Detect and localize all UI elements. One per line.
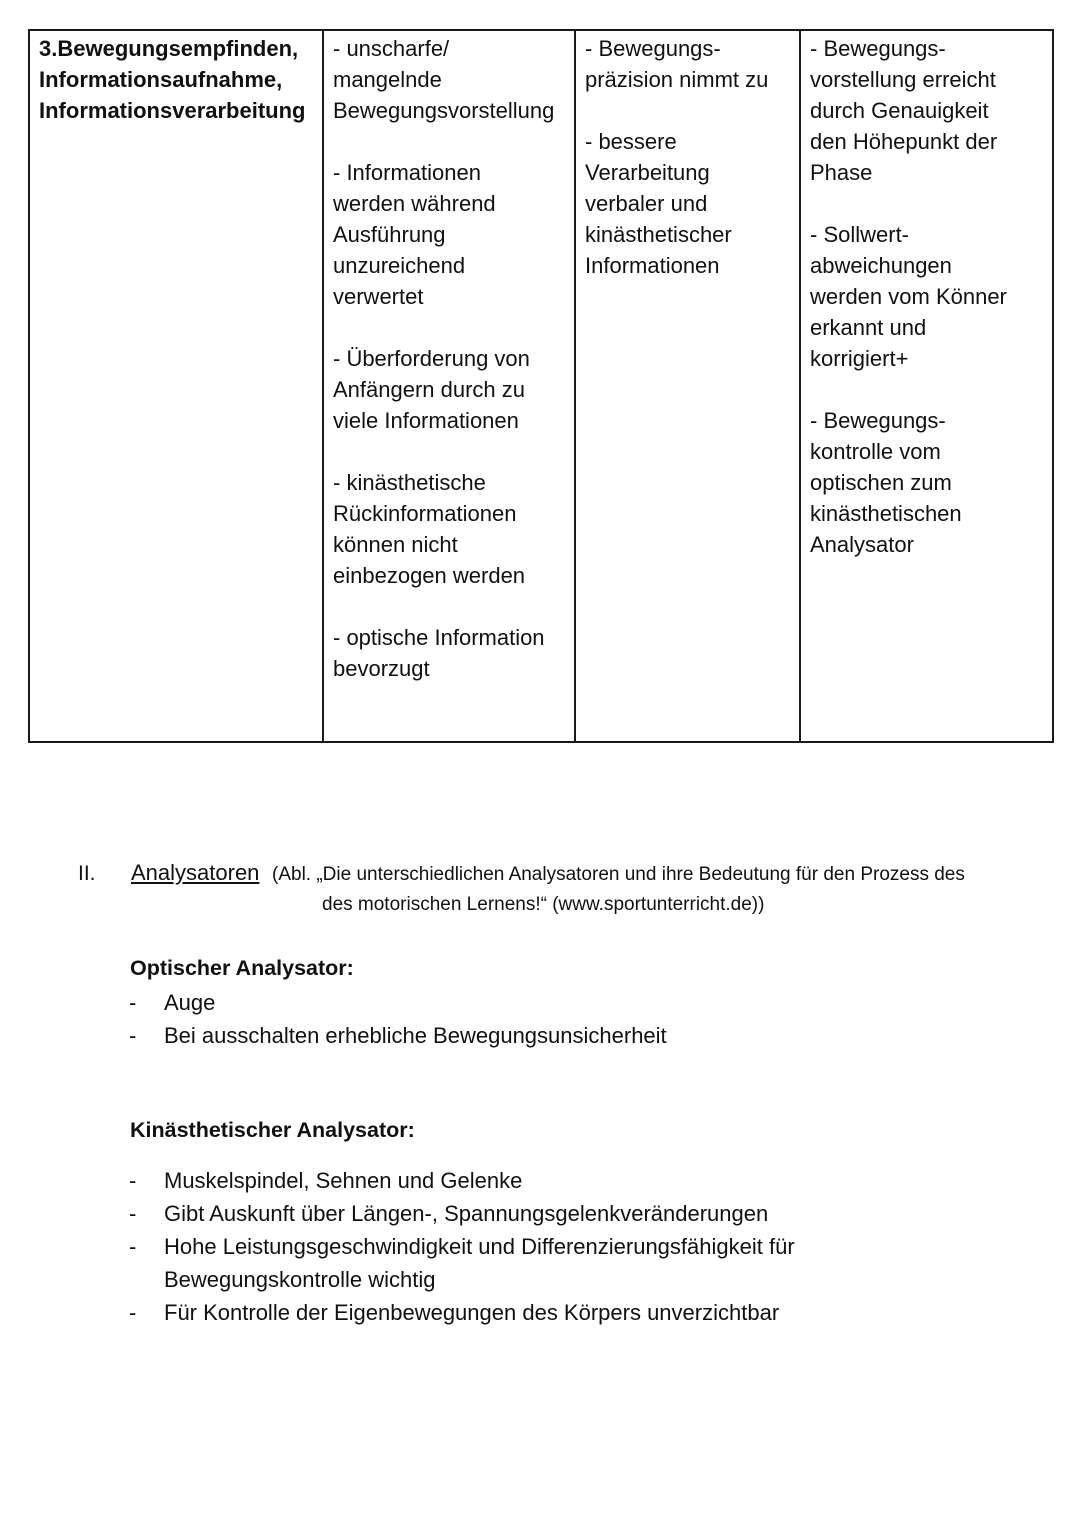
table-row [29,30,1053,742]
cell-paragraph: - Bewegungs- präzision nimmt zu [585,36,769,92]
cell-paragraph: - Informationen werden während Ausführung unzureichend verwertet [333,160,496,309]
cell-paragraph: - optische Information bevorzugt [333,625,545,681]
section-title: Analysatoren [131,860,260,885]
cell-paragraph: - Bewegungs- kontrolle vom optischen zum kinästhetischen Analysator [810,408,962,557]
list-item: - Bei ausschalten erhebliche Bewegungsunsicherheit [127,1019,1027,1052]
optical-analyzer-heading: Optischer Analysator: [130,956,354,980]
list-item: - Für Kontrolle der Eigenbewegungen des Körpers unverzichtbar [127,1296,1027,1329]
optical-analyzer-list [127,986,1027,1052]
cell-paragraph: - kinästhetische Rückinformationen können nicht einbezogen werden [333,470,526,588]
table-cell-column-1 [323,30,575,742]
cell-paragraph: - Überforderung von Anfängern durch zu viele Informationen [333,346,530,433]
section-reference-continued: des motorischen Lernens!“ (www.sportunterricht.de)) [322,894,765,915]
section-number: II. [78,862,96,885]
table-cell-column-2 [575,30,800,742]
kinesthetic-analyzer-heading: Kinästhetischer Analysator: [130,1118,415,1142]
row-header-cell [29,30,323,742]
cell-paragraph: - Sollwert- abweichungen werden vom Könner erkannt und korrigiert+ [810,222,1007,371]
cell-paragraph: - unscharfe/ mangelnde Bewegungsvorstellung [333,36,555,123]
table-cell-column-3 [800,30,1053,742]
list-item: - Gibt Auskunft über Längen-, Spannungsgelenkveränderungen [127,1197,1027,1230]
list-item: - Muskelspindel, Sehnen und Gelenke [127,1164,1027,1197]
section-reference: (Abl. „Die unterschiedlichen Analysatoren und ihre Bedeutung für den Prozess des [272,864,965,885]
phase-table-container [28,29,1052,743]
cell-paragraph: - Bewegungs- vorstellung erreicht durch Genauigkeit den Höhepunkt der Phase [810,36,998,185]
kinesthetic-analyzer-list [127,1164,1027,1329]
list-item: - Hohe Leistungsgeschwindigkeit und Differenzierungsfähigkeit für Bewegungskontrolle wichtig [127,1230,884,1296]
phase-table [28,29,1054,743]
cell-paragraph: - bessere Verarbeitung verbaler und kinästhetischer Informationen [585,129,732,278]
row-header-text: 3.Bewegungsempfinden, Informationsaufnahme, Informationsverarbeitung [39,36,306,123]
list-item: - Auge [127,986,1027,1019]
